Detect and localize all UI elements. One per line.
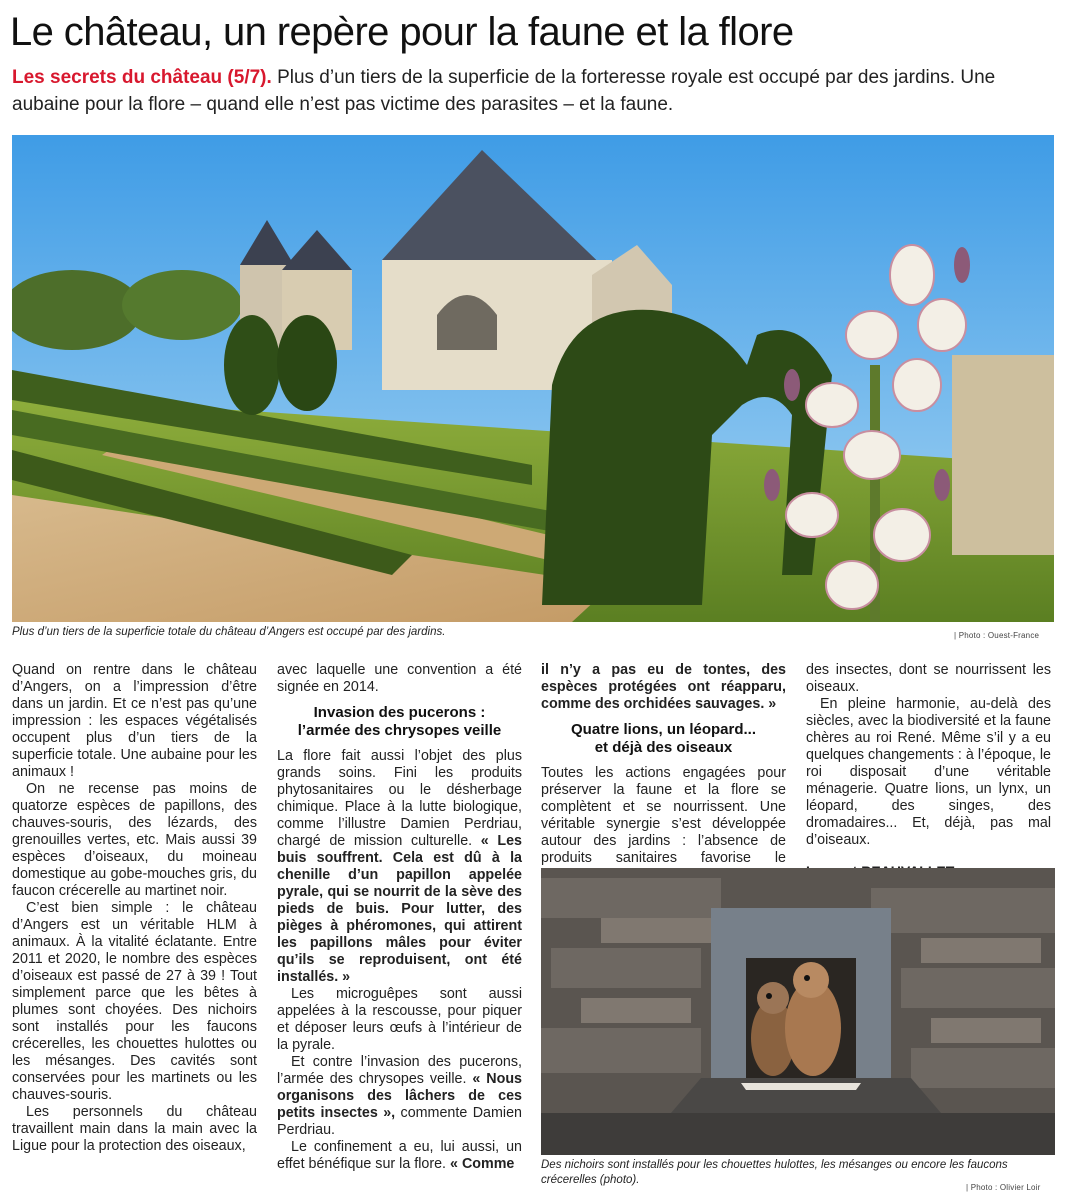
chapo-kicker: Les secrets du château (5/7). xyxy=(12,67,272,88)
paragraph xyxy=(277,1139,522,1173)
quote: il n’y a pas eu de tontes, des espèces protégées ont réapparu, comme des orchidées sauvages. » xyxy=(541,662,786,712)
main-photo-caption: Plus d’un tiers de la superficie totale du château d’Angers est occupé par des jardins. xyxy=(12,626,446,638)
paragraph-text: commente Damien Perdriau. xyxy=(277,1105,522,1138)
chapo xyxy=(12,64,1057,118)
paragraph: On ne recense pas moins de quatorze espèces de papillons, des chauves-souris, des lézards, des grenouilles vertes, etc. Mais aussi 39 espèces d’oiseaux, du moineau domestique au gobe-mouches gris, du faucon crécerelle au martinet noir. xyxy=(12,781,257,899)
paragraph-text: Le confinement a eu, lui aussi, un effet bénéfique sur la flore. xyxy=(277,1139,522,1172)
kestrel-photo xyxy=(541,868,1055,1155)
main-photo-credit: | Photo : Ouest-France xyxy=(954,631,1040,640)
paragraph-text: Et contre l’invasion des pucerons, l’armée des chrysopes veille. xyxy=(277,1054,522,1087)
quote: « Les buis souffrent. Cela est dû à la chenille d’un papillon appelée pyrale, qui se nourrit de la sève des pieds de buis. Pour lutter, des pièges à phéromones, qui attirent les papillons mâles pour éviter qu’ils se reproduisent, ont été installés. » xyxy=(277,833,523,985)
bird-photo-credit: | Photo : Olivier Loir xyxy=(966,1183,1041,1192)
headline: Le château, un repère pour la faune et la flore xyxy=(10,10,794,54)
subheading-pucerons xyxy=(277,704,522,740)
subheading-lions xyxy=(541,721,786,757)
subheading-line: Quatre lions, un léopard... xyxy=(570,721,757,738)
paragraph: Les microguêpes sont aussi appelées à la rescousse, pour piquer et déposer leurs œufs à l’intérieur de la pyrale. xyxy=(277,986,522,1053)
column-2 xyxy=(277,662,522,1173)
paragraph: avec laquelle une convention a été signée en 2014. xyxy=(277,662,522,695)
paragraph xyxy=(541,662,786,713)
quote: « Nous organisons des lâchers de ces petits insectes », xyxy=(277,1071,522,1121)
paragraph xyxy=(277,1054,522,1139)
subheading-line: Invasion des pucerons : xyxy=(313,704,486,721)
paragraph: En pleine harmonie, au-delà des siècles, avec la biodiversité et la faune chères au roi René. Même s’il y a eu quelques changements : à l’époque, le roi disposait d’une véritable ménagerie. Quatre lions, un lynx, un léopard, des singes, des dromadaires... Et, déjà, pas mal d’oiseaux. xyxy=(806,696,1051,848)
chapo-text: Plus d’un tiers de la superficie de la forteresse royale est occupé par des jardins. Une aubaine pour la flore – quand elle n’est pas victime des parasites – et la faune. xyxy=(12,67,996,115)
column-1 xyxy=(12,662,257,1155)
castle-garden-illustration xyxy=(12,135,1054,622)
paragraph: C’est bien simple : le château d’Angers est un véritable HLM à animaux. À la vitalité éclatante. Entre 2011 et 2020, le nombre des espèces d’oiseaux est passé de 27 à 39 ! Tout simplement parce que les bêtes à plumes sont choyées. Des nichoirs sont installés pour les faucons crécerelles, les chouettes hulottes ou les mésanges. Des cavités sont conservées pour les martinets ou les chauves-souris. xyxy=(12,900,257,1103)
paragraph xyxy=(277,748,522,986)
quote: « Comme xyxy=(450,1156,515,1172)
bird-photo-caption: Des nichoirs sont installés pour les chouettes hulottes, les mésanges ou encore les faucons crécerelles (photo). xyxy=(541,1159,1008,1186)
column-3 xyxy=(541,662,786,884)
main-photo xyxy=(12,135,1054,622)
paragraph: Quand on rentre dans le château d’Angers, on a l’impression d’être dans un jardin. Et ce n’est pas qu’une impression : les espaces végétalisés occupent plus d’un tiers de la superficie totale. Une aubaine pour les animaux ! xyxy=(12,662,257,780)
paragraph: Toutes les actions engagées pour préserver la faune et la flore se complètent et se nourrissent. Une véritable synergie s’est développée autour des jardins : l’absence de produits sanitaires favorise le xyxy=(541,765,786,866)
subheading-line: et déjà des oiseaux xyxy=(594,739,733,756)
column-4 xyxy=(806,662,1051,880)
kestrel-nest-illustration xyxy=(541,868,1055,1155)
paragraph-text: La flore fait aussi l’objet des plus grands soins. Fini les produits phytosanitaires ou le désherbage chimique. Place à la lutte biologique, comme l’illustre Damien Perdriau, chargé de mission culturelle. xyxy=(277,748,522,849)
subheading-line: l’armée des chrysopes veille xyxy=(297,722,502,739)
paragraph: des insectes, dont se nourrissent les oiseaux. xyxy=(806,662,1051,695)
paragraph: Les personnels du château travaillent main dans la main avec la Ligue pour la protection des oiseaux, xyxy=(12,1104,257,1154)
